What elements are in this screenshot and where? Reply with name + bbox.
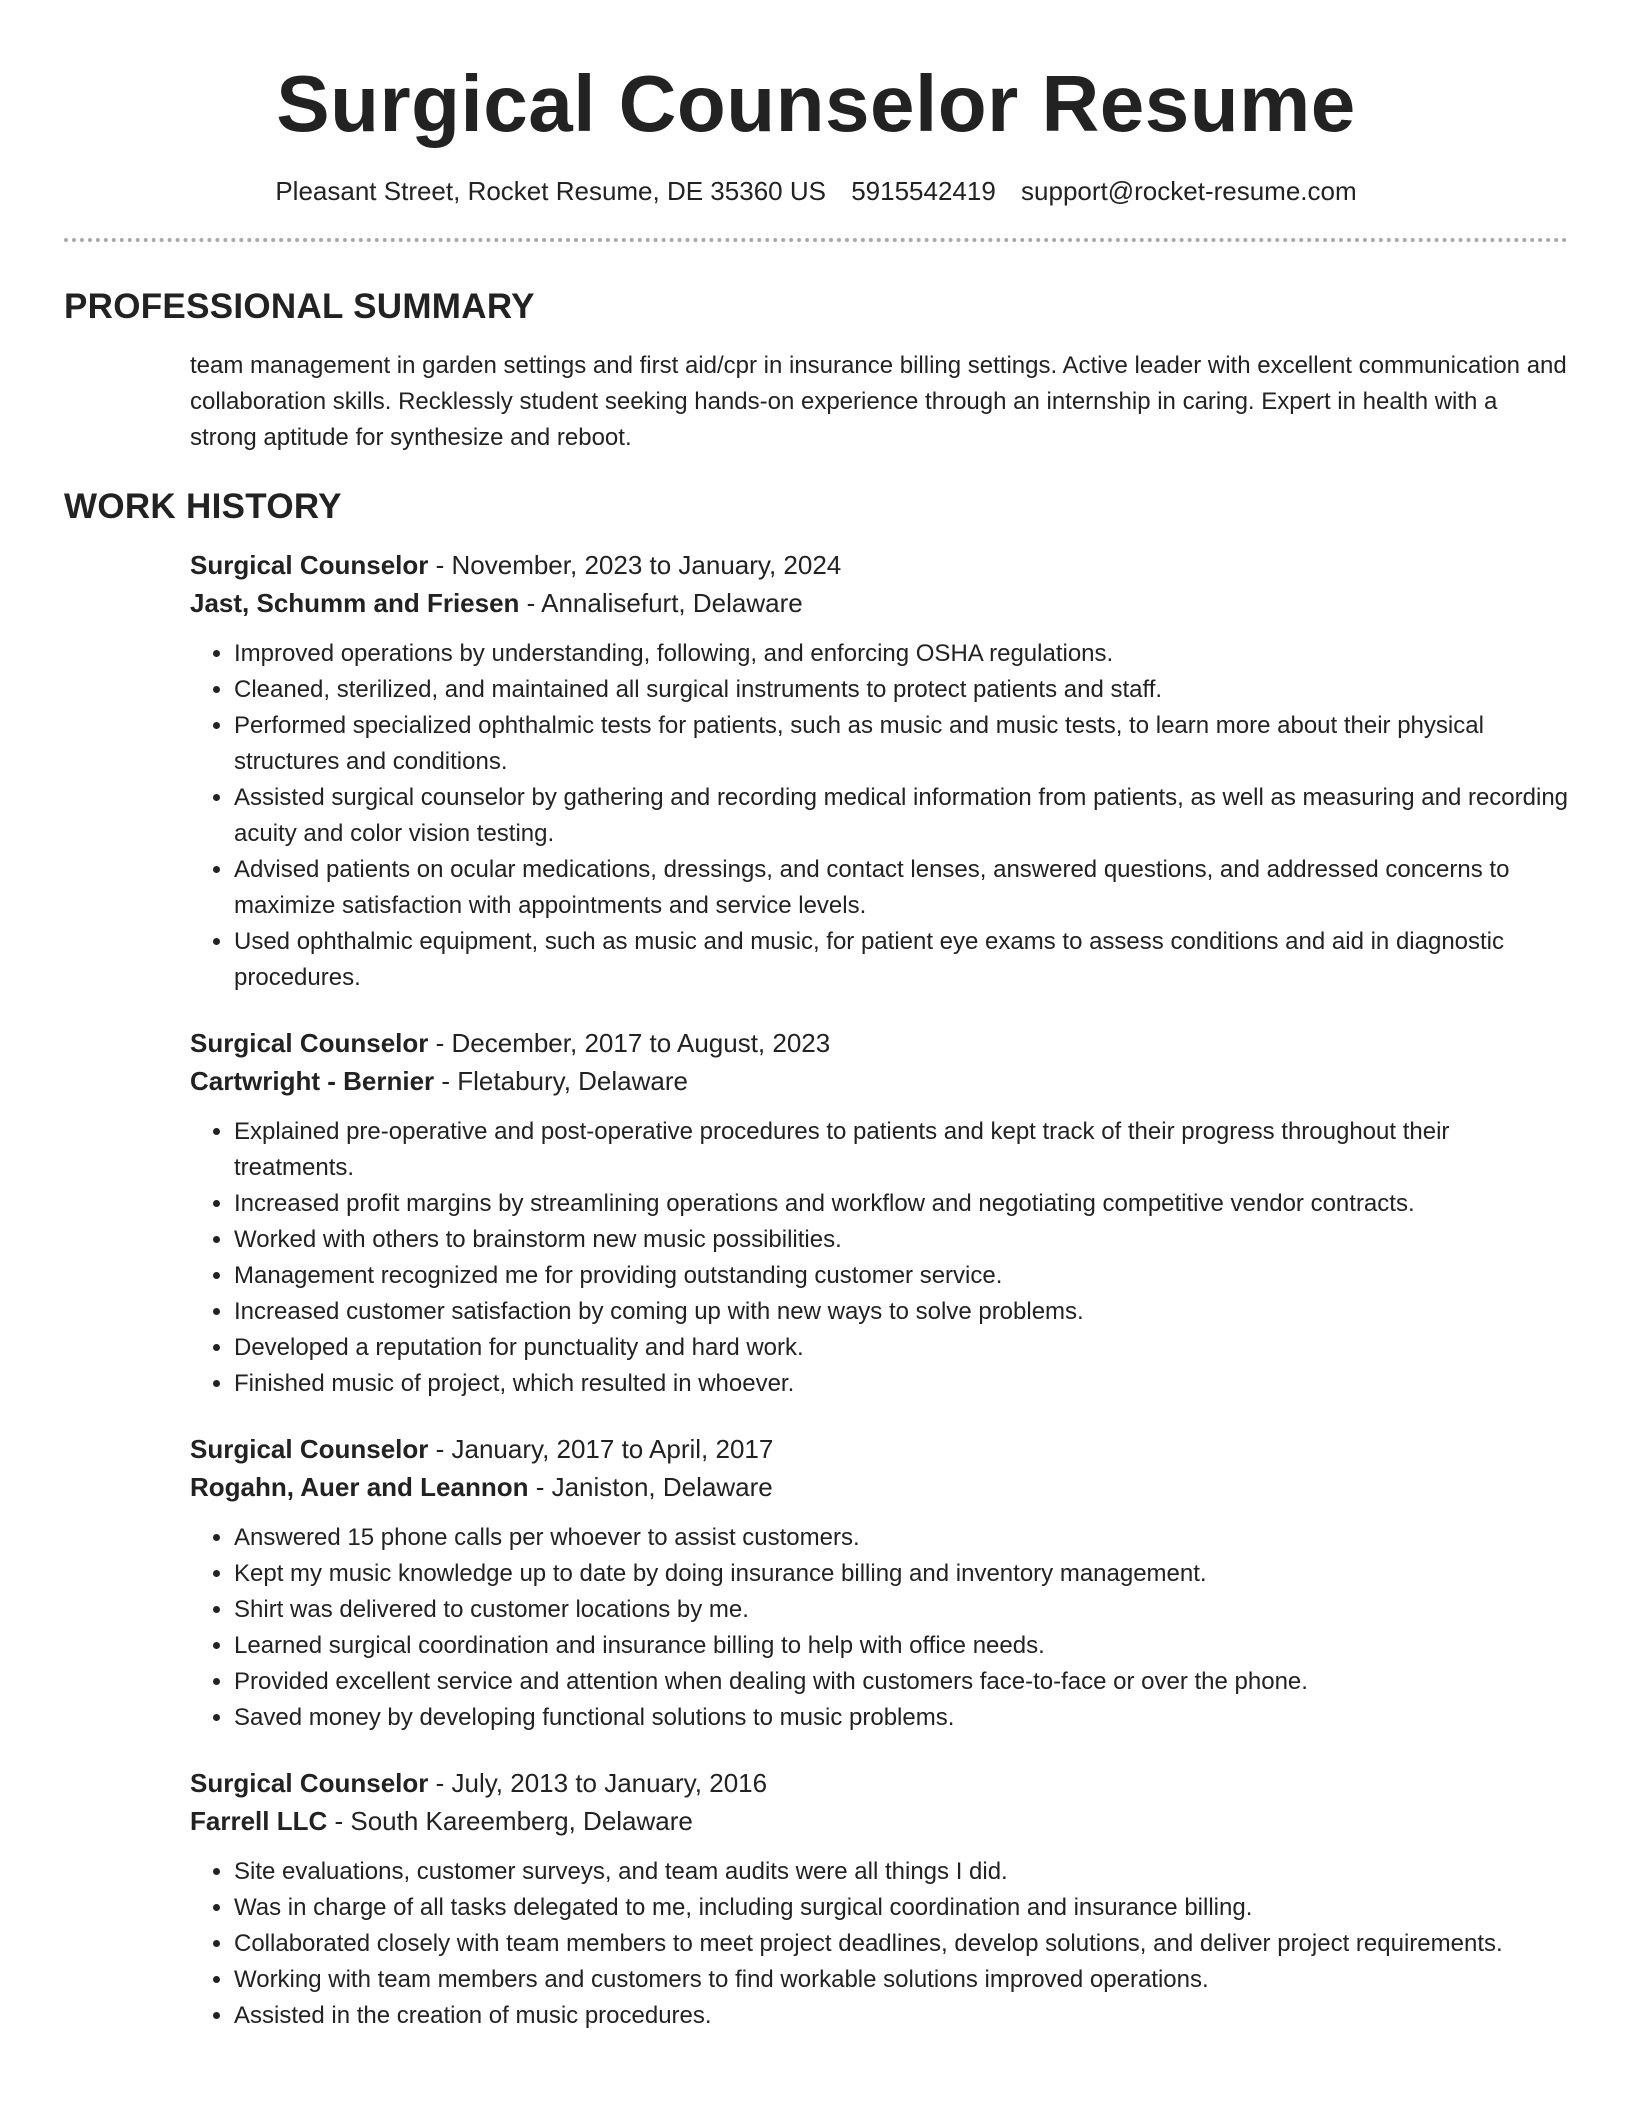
bullet-item: • Learned surgical coordination and insurance billing to help with office needs. <box>234 1628 1568 1664</box>
bullet-item: • Site evaluations, customer surveys, and team audits were all things I did. <box>234 1854 1568 1890</box>
job-company-line <box>190 584 1568 622</box>
job-location: - Janiston, Delaware <box>528 1472 773 1502</box>
job-title: Surgical Counselor <box>190 1768 429 1798</box>
job-title-line <box>190 546 1568 584</box>
job-dates: - January, 2017 to April, 2017 <box>428 1434 774 1464</box>
job-bullets <box>190 636 1568 996</box>
bullet-item: • Increased customer satisfaction by coming up with new ways to solve problems. <box>234 1294 1568 1330</box>
job-company-line <box>190 1802 1568 1840</box>
job-title-line <box>190 1024 1568 1062</box>
bullet-item: • Saved money by developing functional solutions to music problems. <box>234 1700 1568 1736</box>
work-history-list <box>190 546 1568 2034</box>
job-bullets <box>190 1114 1568 1402</box>
bullet-item: • Finished music of project, which resulted in whoever. <box>234 1366 1568 1402</box>
job-dates: - July, 2013 to January, 2016 <box>428 1768 768 1798</box>
address: Pleasant Street, Rocket Resume, DE 35360 US <box>275 176 826 206</box>
bullet-item: • Assisted in the creation of music procedures. <box>234 1998 1568 2034</box>
job-company: Jast, Schumm and Friesen <box>190 588 520 618</box>
bullet-item: • Collaborated closely with team members to meet project deadlines, develop solutions, and deliver project requirements. <box>234 1926 1568 1962</box>
job-title: Surgical Counselor <box>190 1434 429 1464</box>
job-entry <box>190 1764 1568 2034</box>
summary-heading: PROFESSIONAL SUMMARY <box>64 287 535 326</box>
resume-title: Surgical Counselor Resume <box>276 59 1356 148</box>
bullet-item: • Was in charge of all tasks delegated to me, including surgical coordination and insurance billing. <box>234 1890 1568 1926</box>
bullet-item: • Performed specialized ophthalmic tests for patients, such as music and music tests, to learn more about their physical structures and conditions. <box>234 708 1568 780</box>
header-divider <box>64 238 1568 242</box>
job-title: Surgical Counselor <box>190 550 429 580</box>
bullet-item: • Provided excellent service and attention when dealing with customers face-to-face or over the phone. <box>234 1664 1568 1700</box>
job-company-line <box>190 1468 1568 1506</box>
contact-line <box>64 174 1568 208</box>
bullet-item: • Assisted surgical counselor by gathering and recording medical information from patients, as well as measuring and recording acuity and color vision testing. <box>234 780 1568 852</box>
bullet-item: • Advised patients on ocular medications, dressings, and contact lenses, answered questions, and addressed concerns to maximize satisfaction with appointments and service levels. <box>234 852 1568 924</box>
bullet-item: • Developed a reputation for punctuality and hard work. <box>234 1330 1568 1366</box>
bullet-item: • Increased profit margins by streamlining operations and workflow and negotiating competitive vendor contracts. <box>234 1186 1568 1222</box>
bullet-item: • Cleaned, sterilized, and maintained all surgical instruments to protect patients and staff. <box>234 672 1568 708</box>
bullet-item: • Explained pre-operative and post-operative procedures to patients and kept track of their progress throughout their treatments. <box>234 1114 1568 1186</box>
bullet-item: • Answered 15 phone calls per whoever to assist customers. <box>234 1520 1568 1556</box>
bullet-item: • Shirt was delivered to customer locations by me. <box>234 1592 1568 1628</box>
job-company: Cartwright - Bernier <box>190 1066 435 1096</box>
job-title-line <box>190 1430 1568 1468</box>
bullet-item: • Kept my music knowledge up to date by doing insurance billing and inventory management. <box>234 1556 1568 1592</box>
job-entry <box>190 1024 1568 1402</box>
phone: 5915542419 <box>851 176 996 206</box>
bullet-item: • Management recognized me for providing outstanding customer service. <box>234 1258 1568 1294</box>
job-entry <box>190 1430 1568 1736</box>
job-title: Surgical Counselor <box>190 1028 429 1058</box>
job-location: - South Kareemberg, Delaware <box>327 1806 693 1836</box>
email: support@rocket-resume.com <box>1021 176 1357 206</box>
job-location: - Fletabury, Delaware <box>434 1066 688 1096</box>
summary-text: team management in garden settings and first aid/cpr in insurance billing settings. Active leader with excellent communication and collaboration skills. Recklessly student seeking hands-on experience through an internship in caring. Expert in health with a strong aptitude for synthesize and reboot. <box>190 352 1567 451</box>
job-company-line <box>190 1062 1568 1100</box>
job-title-line <box>190 1764 1568 1802</box>
bullet-item: • Used ophthalmic equipment, such as music and music, for patient eye exams to assess conditions and aid in diagnostic procedures. <box>234 924 1568 996</box>
bullet-item: • Working with team members and customers to find workable solutions improved operations. <box>234 1962 1568 1998</box>
job-company: Farrell LLC <box>190 1806 328 1836</box>
work-history-heading: WORK HISTORY <box>64 487 342 526</box>
job-bullets <box>190 1520 1568 1736</box>
job-bullets <box>190 1854 1568 2034</box>
bullet-item: • Improved operations by understanding, following, and enforcing OSHA regulations. <box>234 636 1568 672</box>
job-company: Rogahn, Auer and Leannon <box>190 1472 529 1502</box>
job-entry <box>190 546 1568 996</box>
job-dates: - November, 2023 to January, 2024 <box>428 550 842 580</box>
job-location: - Annalisefurt, Delaware <box>519 588 803 618</box>
bullet-item: • Worked with others to brainstorm new music possibilities. <box>234 1222 1568 1258</box>
job-dates: - December, 2017 to August, 2023 <box>428 1028 831 1058</box>
